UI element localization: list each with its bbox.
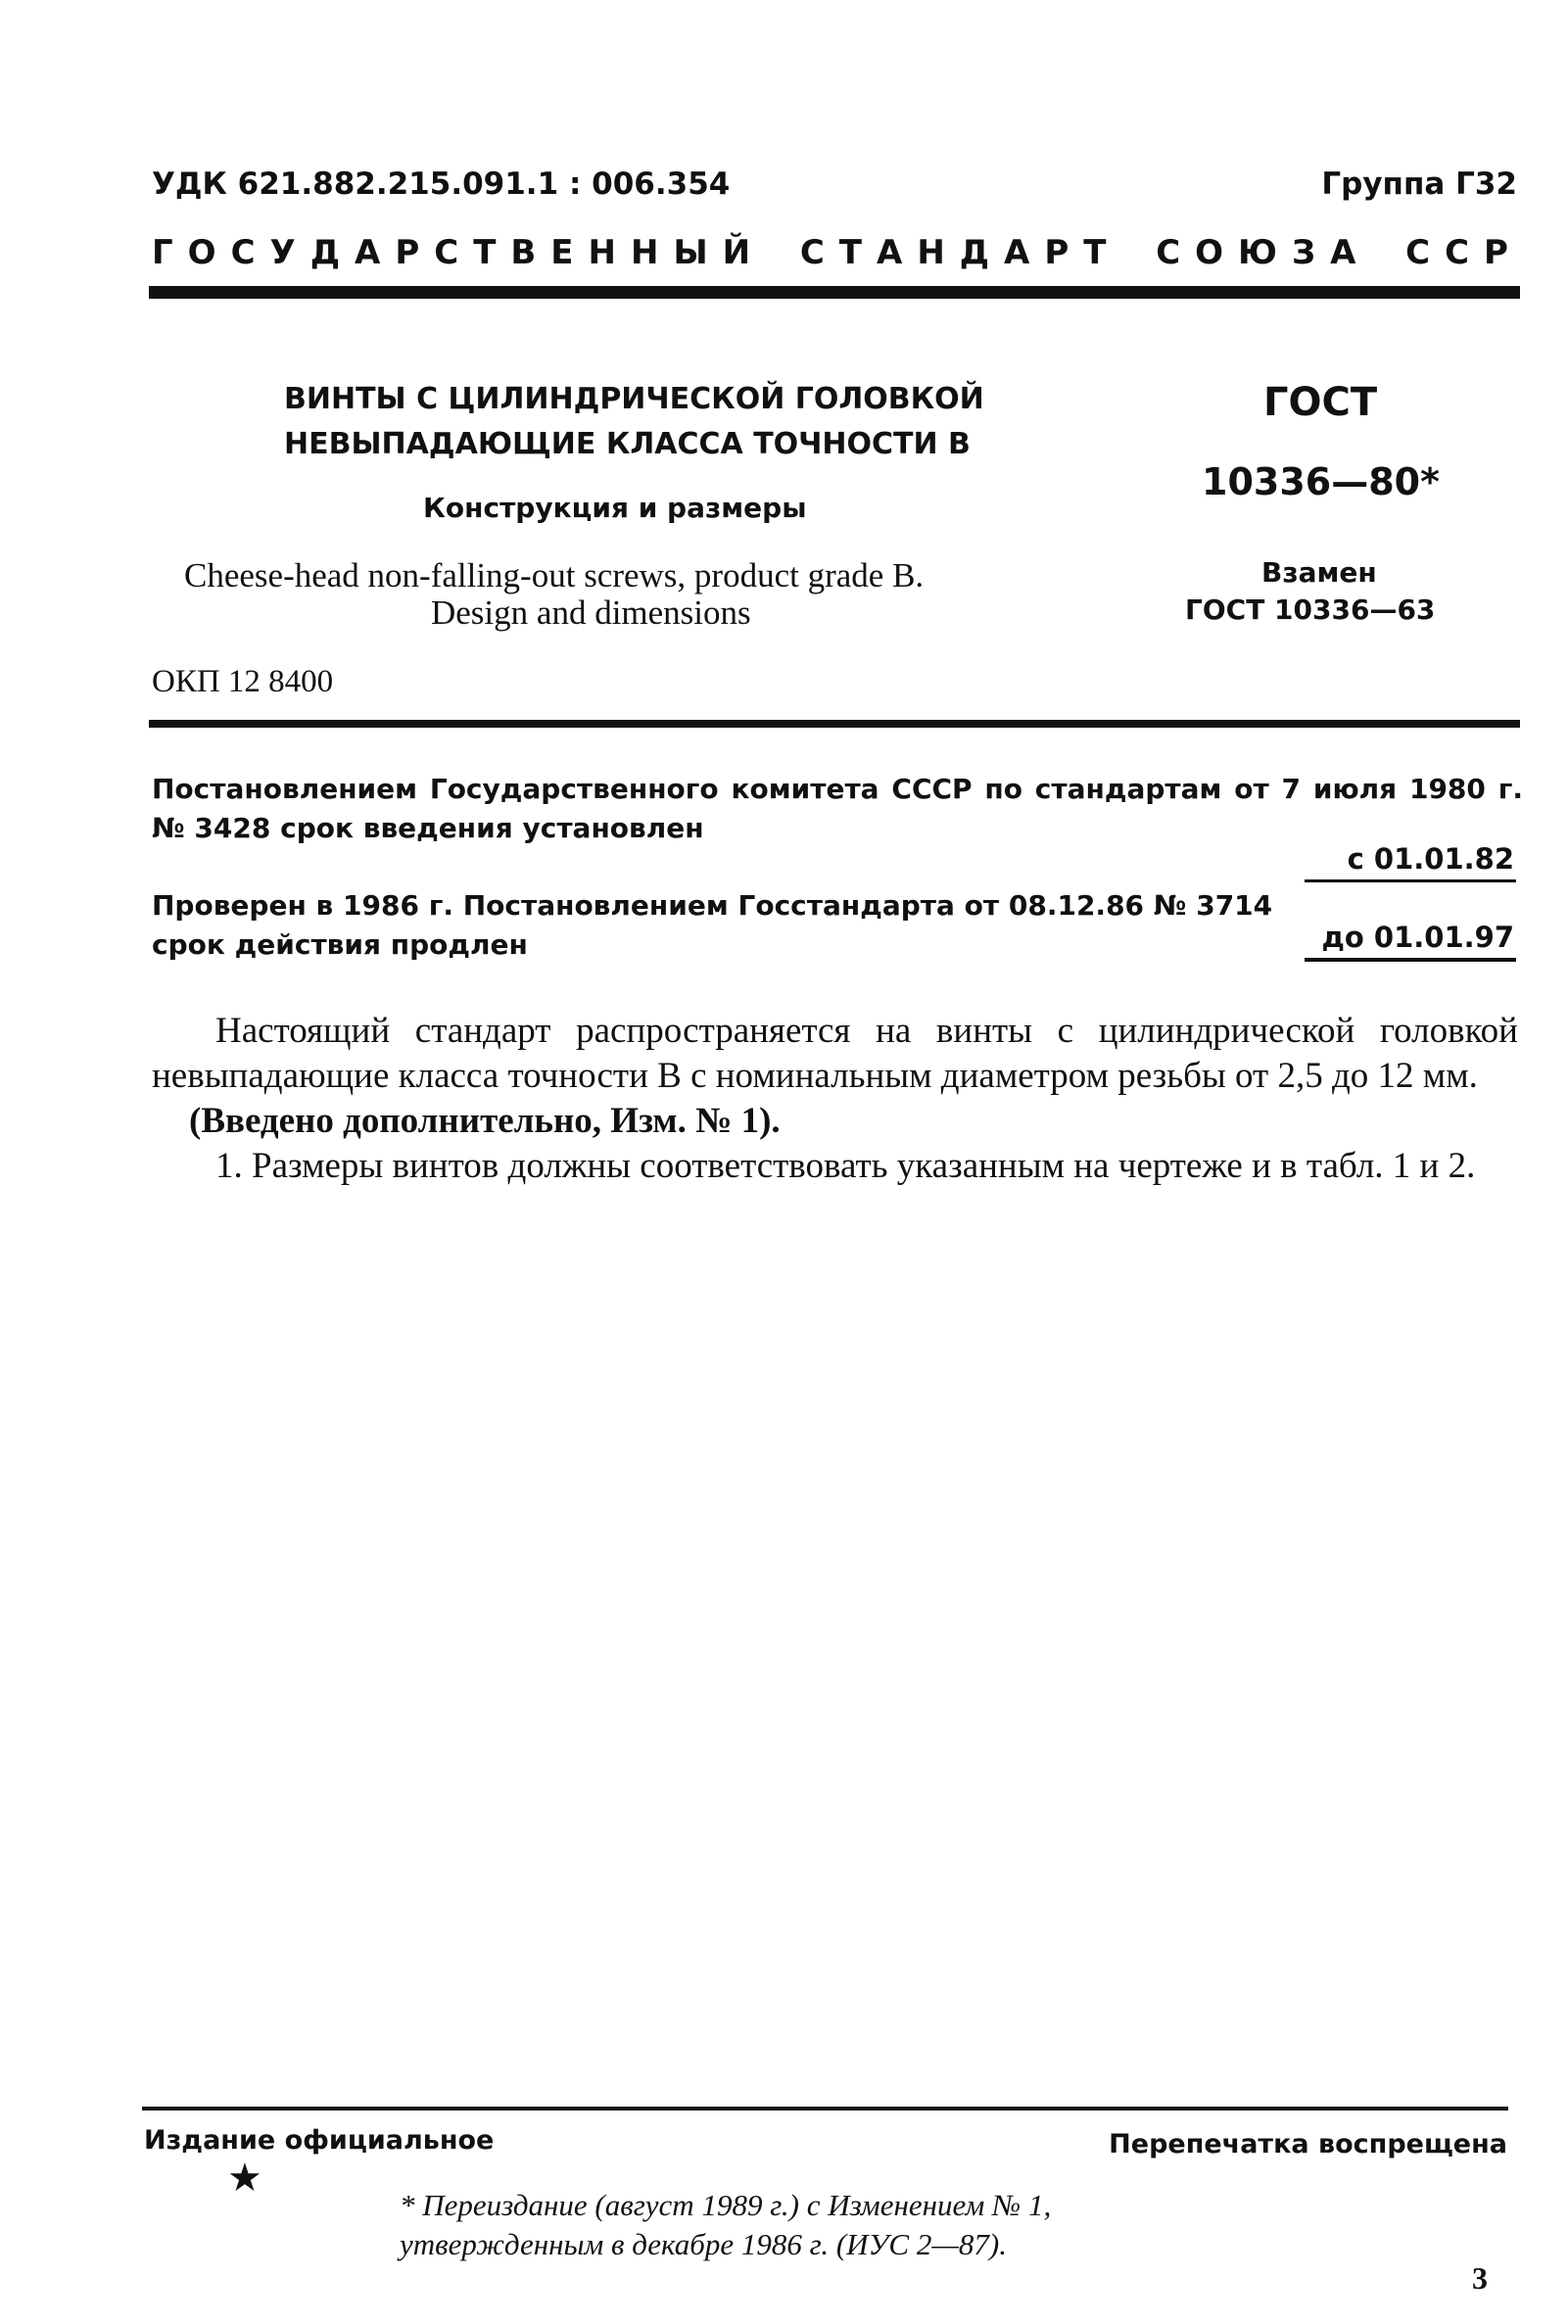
clause-1-paragraph: 1. Размеры винтов должны соответствовать указанным на чертеже и в табл. 1 и 2. [215, 1146, 1476, 1186]
english-title-line-2: Design and dimensions [431, 593, 751, 632]
effective-date: с 01.01.82 [1347, 842, 1514, 876]
replaces-standard: ГОСТ 10336—63 [1185, 593, 1436, 626]
title-subtitle: Конструкция и размеры [423, 492, 807, 524]
gost-label: ГОСТ [1263, 380, 1378, 425]
reissue-line-1: * Переиздание (август 1989 г.) с Изменением № 1, [400, 2188, 1052, 2222]
english-title-line-1: Cheese-head non-falling-out screws, product grade B. [184, 556, 925, 594]
banner-word-state: ГОСУДАРСТВЕННЫЙ [152, 233, 766, 272]
extended-date-underline [1305, 958, 1516, 962]
banner-word-ssr: ССР [1405, 233, 1523, 272]
header-divider [149, 286, 1520, 299]
effective-date-underline [1305, 879, 1516, 882]
amendment-note: (Введено дополнительно, Изм. № 1). [189, 1101, 781, 1141]
body-text [152, 1009, 1518, 1189]
page-number: 3 [1472, 2260, 1488, 2296]
reissue-line-2: утвержденным в декабре 1986 г. (ИУС 2—87). [400, 2227, 1007, 2261]
banner-word-union: СОЮЗА [1156, 233, 1371, 272]
reissue-note [400, 2186, 1379, 2264]
replaces-label: Взамен [1261, 556, 1377, 589]
title-line-2: НЕВЫПАДАЮЩИЕ КЛАССА ТОЧНОСТИ В [284, 427, 971, 461]
reprint-notice: Перепечатка воспрещена [1109, 2129, 1507, 2159]
title-divider [149, 720, 1520, 728]
banner-word-standard: СТАНДАРТ [799, 233, 1121, 272]
scope-paragraph: Настоящий стандарт распространяется на винты с цилиндрической головкой невыпадающие класса точности В с номинальным диаметром резьбы от 2,5 до 12 мм. [152, 1011, 1518, 1096]
state-standard-banner [152, 233, 1523, 272]
extended-date: до 01.01.97 [1321, 921, 1514, 954]
title-line-1: ВИНТЫ С ЦИЛИНДРИЧЕСКОЙ ГОЛОВКОЙ [284, 382, 984, 416]
star-icon: ★ [227, 2156, 262, 2200]
group-code: Группа Г32 [1321, 166, 1517, 202]
checked-text: Проверен в 1986 г. Постановлением Госстандарта от 08.12.86 № 3714 срок действия продлен [152, 889, 1273, 961]
gost-number: 10336—80* [1202, 460, 1440, 503]
decree-text: Постановлением Государственного комитета СССР по стандартам от 7 июля 1980 г. № 3428 срок введения установлен [152, 773, 1523, 844]
edition-label: Издание официальное [144, 2125, 495, 2156]
footer-divider [142, 2107, 1508, 2111]
okp-code: ОКП 12 8400 [152, 664, 334, 699]
udk-code: УДК 621.882.215.091.1 : 006.354 [152, 166, 731, 202]
